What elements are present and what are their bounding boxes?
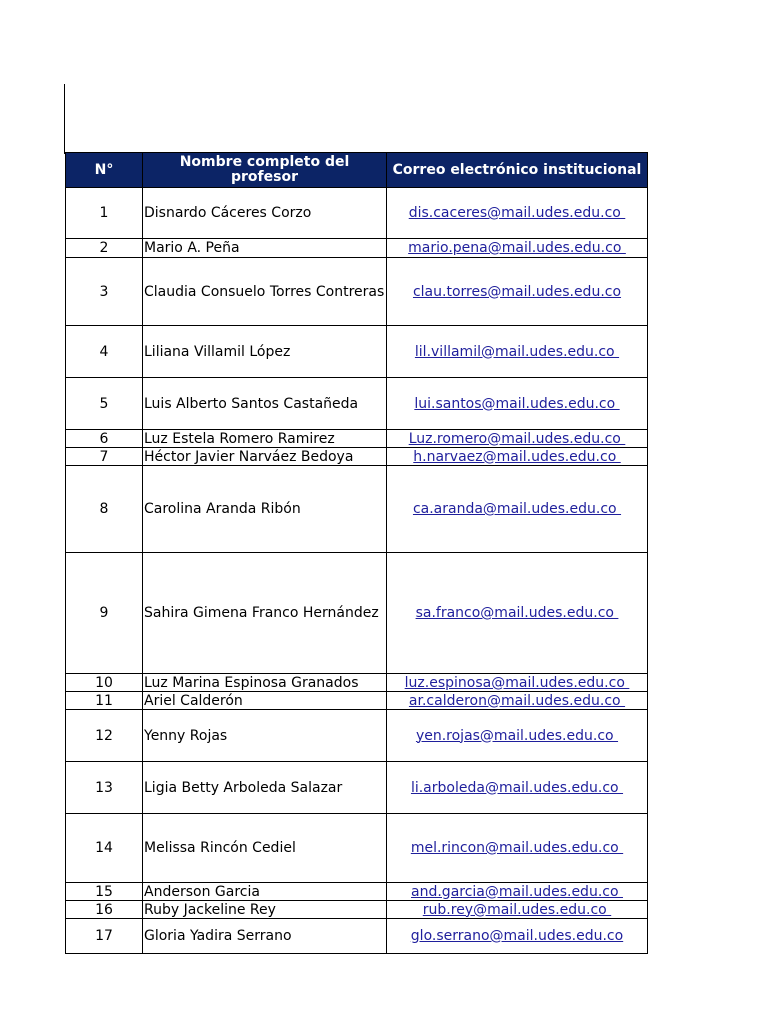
email-cell [387, 674, 648, 692]
left-border-line [64, 84, 65, 154]
row-number: 6 [66, 430, 143, 448]
professor-name: Anderson Garcia [143, 883, 387, 901]
professor-name: Mario A. Peña [143, 239, 387, 258]
email-cell [387, 814, 648, 883]
row-number: 3 [66, 258, 143, 326]
email-link[interactable]: ar.calderon@mail.udes.edu.co [408, 692, 626, 709]
professor-name: Liliana Villamil López [143, 326, 387, 378]
row-number: 15 [66, 883, 143, 901]
table-row [66, 762, 648, 814]
professor-name: Melissa Rincón Cediel [143, 814, 387, 883]
row-number: 9 [66, 553, 143, 674]
email-link[interactable]: and.garcia@mail.udes.edu.co [411, 883, 623, 900]
table-row [66, 674, 648, 692]
row-number: 10 [66, 674, 143, 692]
professor-name: Yenny Rojas [143, 710, 387, 762]
email-cell [387, 692, 648, 710]
professor-name: Disnardo Cáceres Corzo [143, 188, 387, 239]
email-link[interactable]: clau.torres@mail.udes.edu.co [412, 283, 622, 300]
email-cell [387, 466, 648, 553]
row-number: 2 [66, 239, 143, 258]
email-cell [387, 919, 648, 954]
professor-name: Luz Marina Espinosa Granados [143, 674, 387, 692]
table-row [66, 814, 648, 883]
row-number: 4 [66, 326, 143, 378]
email-cell [387, 378, 648, 430]
professor-name: Carolina Aranda Ribón [143, 466, 387, 553]
email-cell [387, 448, 648, 466]
professor-name: Héctor Javier Narváez Bedoya [143, 448, 387, 466]
row-number: 16 [66, 901, 143, 919]
professor-name: Ligia Betty Arboleda Salazar [143, 762, 387, 814]
table-row [66, 710, 648, 762]
row-number: 8 [66, 466, 143, 553]
email-cell [387, 326, 648, 378]
professor-name: Claudia Consuelo Torres Contreras [143, 258, 387, 326]
email-link[interactable]: rub.rey@mail.udes.edu.co [422, 901, 612, 918]
email-link[interactable]: luz.espinosa@mail.udes.edu.co [404, 674, 630, 691]
email-link[interactable]: mario.pena@mail.udes.edu.co [408, 240, 626, 256]
professor-table [65, 152, 648, 954]
email-link[interactable]: dis.caceres@mail.udes.edu.co [408, 205, 626, 221]
email-cell [387, 553, 648, 674]
professor-name: Gloria Yadira Serrano [143, 919, 387, 954]
table-row [66, 692, 648, 710]
email-link[interactable]: yen.rojas@mail.udes.edu.co [415, 727, 619, 744]
table-row [66, 430, 648, 448]
email-link[interactable]: h.narvaez@mail.udes.edu.co [413, 448, 621, 465]
row-number: 12 [66, 710, 143, 762]
email-link[interactable]: ca.aranda@mail.udes.edu.co [412, 501, 622, 517]
table-row [66, 883, 648, 901]
table-row [66, 326, 648, 378]
email-link[interactable]: Luz.romero@mail.udes.edu.co [408, 430, 626, 447]
email-cell [387, 430, 648, 448]
table-body [66, 188, 648, 954]
row-number: 1 [66, 188, 143, 239]
professor-name: Luz Estela Romero Ramirez [143, 430, 387, 448]
header-name: Nombre completo del profesor [143, 153, 387, 188]
table-row [66, 448, 648, 466]
email-cell [387, 239, 648, 258]
table-row [66, 378, 648, 430]
email-link[interactable]: lui.santos@mail.udes.edu.co [414, 395, 620, 412]
row-number: 5 [66, 378, 143, 430]
professor-name: Luis Alberto Santos Castañeda [143, 378, 387, 430]
table-row [66, 258, 648, 326]
table-row [66, 901, 648, 919]
email-cell [387, 901, 648, 919]
email-cell [387, 883, 648, 901]
row-number: 13 [66, 762, 143, 814]
row-number: 17 [66, 919, 143, 954]
professor-name: Ruby Jackeline Rey [143, 901, 387, 919]
table-row [66, 239, 648, 258]
row-number: 14 [66, 814, 143, 883]
professor-name: Sahira Gimena Franco Hernández [143, 553, 387, 674]
table-row [66, 919, 648, 954]
email-link[interactable]: li.arboleda@mail.udes.edu.co [410, 779, 624, 796]
email-cell [387, 710, 648, 762]
table-row [66, 188, 648, 239]
email-cell [387, 762, 648, 814]
row-number: 7 [66, 448, 143, 466]
header-email: Correo electrónico institucional [387, 153, 648, 188]
table-row [66, 466, 648, 553]
row-number: 11 [66, 692, 143, 710]
professor-name: Ariel Calderón [143, 692, 387, 710]
email-cell [387, 258, 648, 326]
header-number: N° [66, 153, 143, 188]
table-header-row [66, 153, 648, 188]
email-link[interactable]: glo.serrano@mail.udes.edu.co [410, 928, 624, 944]
email-link[interactable]: lil.villamil@mail.udes.edu.co [414, 343, 620, 360]
email-link[interactable]: sa.franco@mail.udes.edu.co [415, 605, 619, 621]
table-row [66, 553, 648, 674]
email-link[interactable]: mel.rincon@mail.udes.edu.co [410, 840, 624, 856]
email-cell [387, 188, 648, 239]
